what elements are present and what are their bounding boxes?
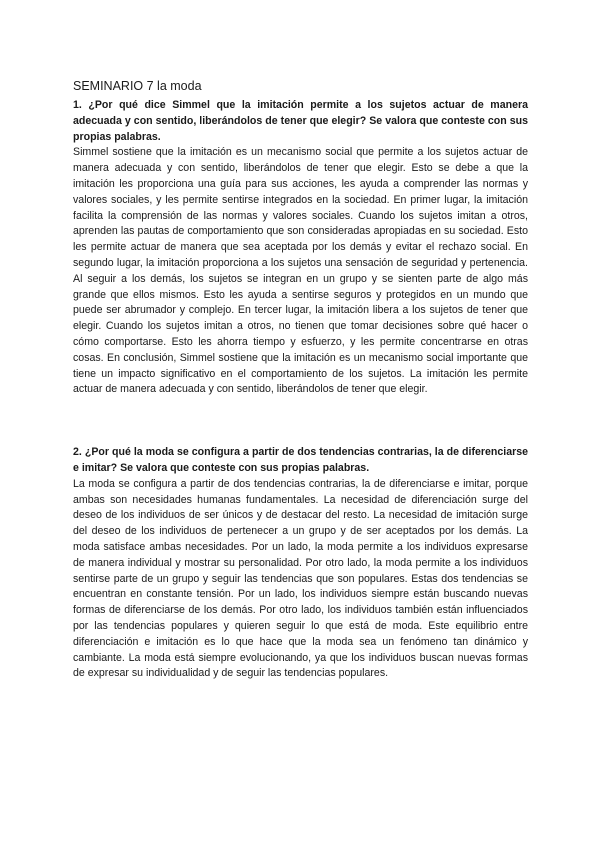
question-1-text: 1. ¿Por qué dice Simmel que la imitación permite a los sujetos actuar de manera adecuada y con sentido, liberándolos de tener que elegir? Se valora que conteste con sus propias palabras. [73, 99, 528, 143]
question-2-text: 2. ¿Por qué la moda se configura a partir de dos tendencias contrarias, la de diferenciarse e imitar? Se valora que conteste con sus propias palabras. [73, 446, 528, 474]
answer-1-text: Simmel sostiene que la imitación es un mecanismo social que permite a los sujetos actuar de manera adecuada y con sentido, liberándolos de tener que elegir. Esto se debe a que la imitación les proporciona una guía para sus acciones, les ayuda a comprender las normas y valores sociales, y les permite sentirse integrados en la sociedad. En primer lugar, la imitación facilita la comprensión de las normas y valores sociales. Cuando los sujetos imitan a otros, aprenden las pautas de comportamiento que son consideradas apropiadas en su sociedad. Esto les permite actuar de manera que sea aceptada por los demás y evitar el rechazo social. En segundo lugar, la imitación proporciona a los sujetos una sensación de seguridad y pertenencia. Al seguir a los demás, los sujetos se integran en un grupo y se sienten parte de algo más grande que ellos mismos. Esto les ayuda a sentirse seguros y protegidos en un mundo que puede ser abrumador y complejo. En tercer lugar, la imitación libera a los sujetos de tener que elegir. Cuando los sujetos imitan a otros, no tienen que tomar decisiones sobre qué hacer o cómo comportarse. Esto les ahorra tiempo y esfuerzo, y les permite concentrarse en otras cosas. En conclusión, Simmel sostiene que la imitación es un mecanismo social importante que tiene un impacto significativo en el comportamiento de los sujetos. La imitación les permite actuar de manera adecuada y con sentido, liberándolos de tener que elegir. [73, 146, 528, 396]
section-spacer [73, 398, 528, 445]
section-question-1 [73, 98, 528, 398]
document-page [73, 78, 528, 682]
section-question-2 [73, 445, 528, 682]
document-title: SEMINARIO 7 la moda [73, 79, 202, 93]
answer-2-text: La moda se configura a partir de dos tendencias contrarias, la de diferenciarse e imitar, porque ambas son necesidades humanas fundamentales. La necesidad de diferenciación surge del deseo de los individuos de ser únicos y de destacar del resto. La necesidad de imitación surge del deseo de los individuos de pertenecer a un grupo y de ser aceptados por los demás. La moda satisface ambas necesidades. Por un lado, la moda permite a los individuos expresarse de manera individual y mostrar su personalidad. Por otro lado, la moda permite a los individuos sentirse parte de un grupo y seguir las tendencias que son populares. Estas dos tendencias se encuentran en constante tensión. Por un lado, los individuos siempre están buscando nuevas formas de diferenciarse de los demás. Por otro lado, los individuos también están influenciados por las tendencias populares y quieren seguir lo que está de moda. Este equilibrio entre diferenciación e imitación es lo que hace que la moda sea un fenómeno tan dinámico y cambiante. La moda está siempre evolucionando, ya que los individuos buscan nuevas formas de expresar su individualidad y de seguir las tendencias populares. [73, 477, 528, 680]
